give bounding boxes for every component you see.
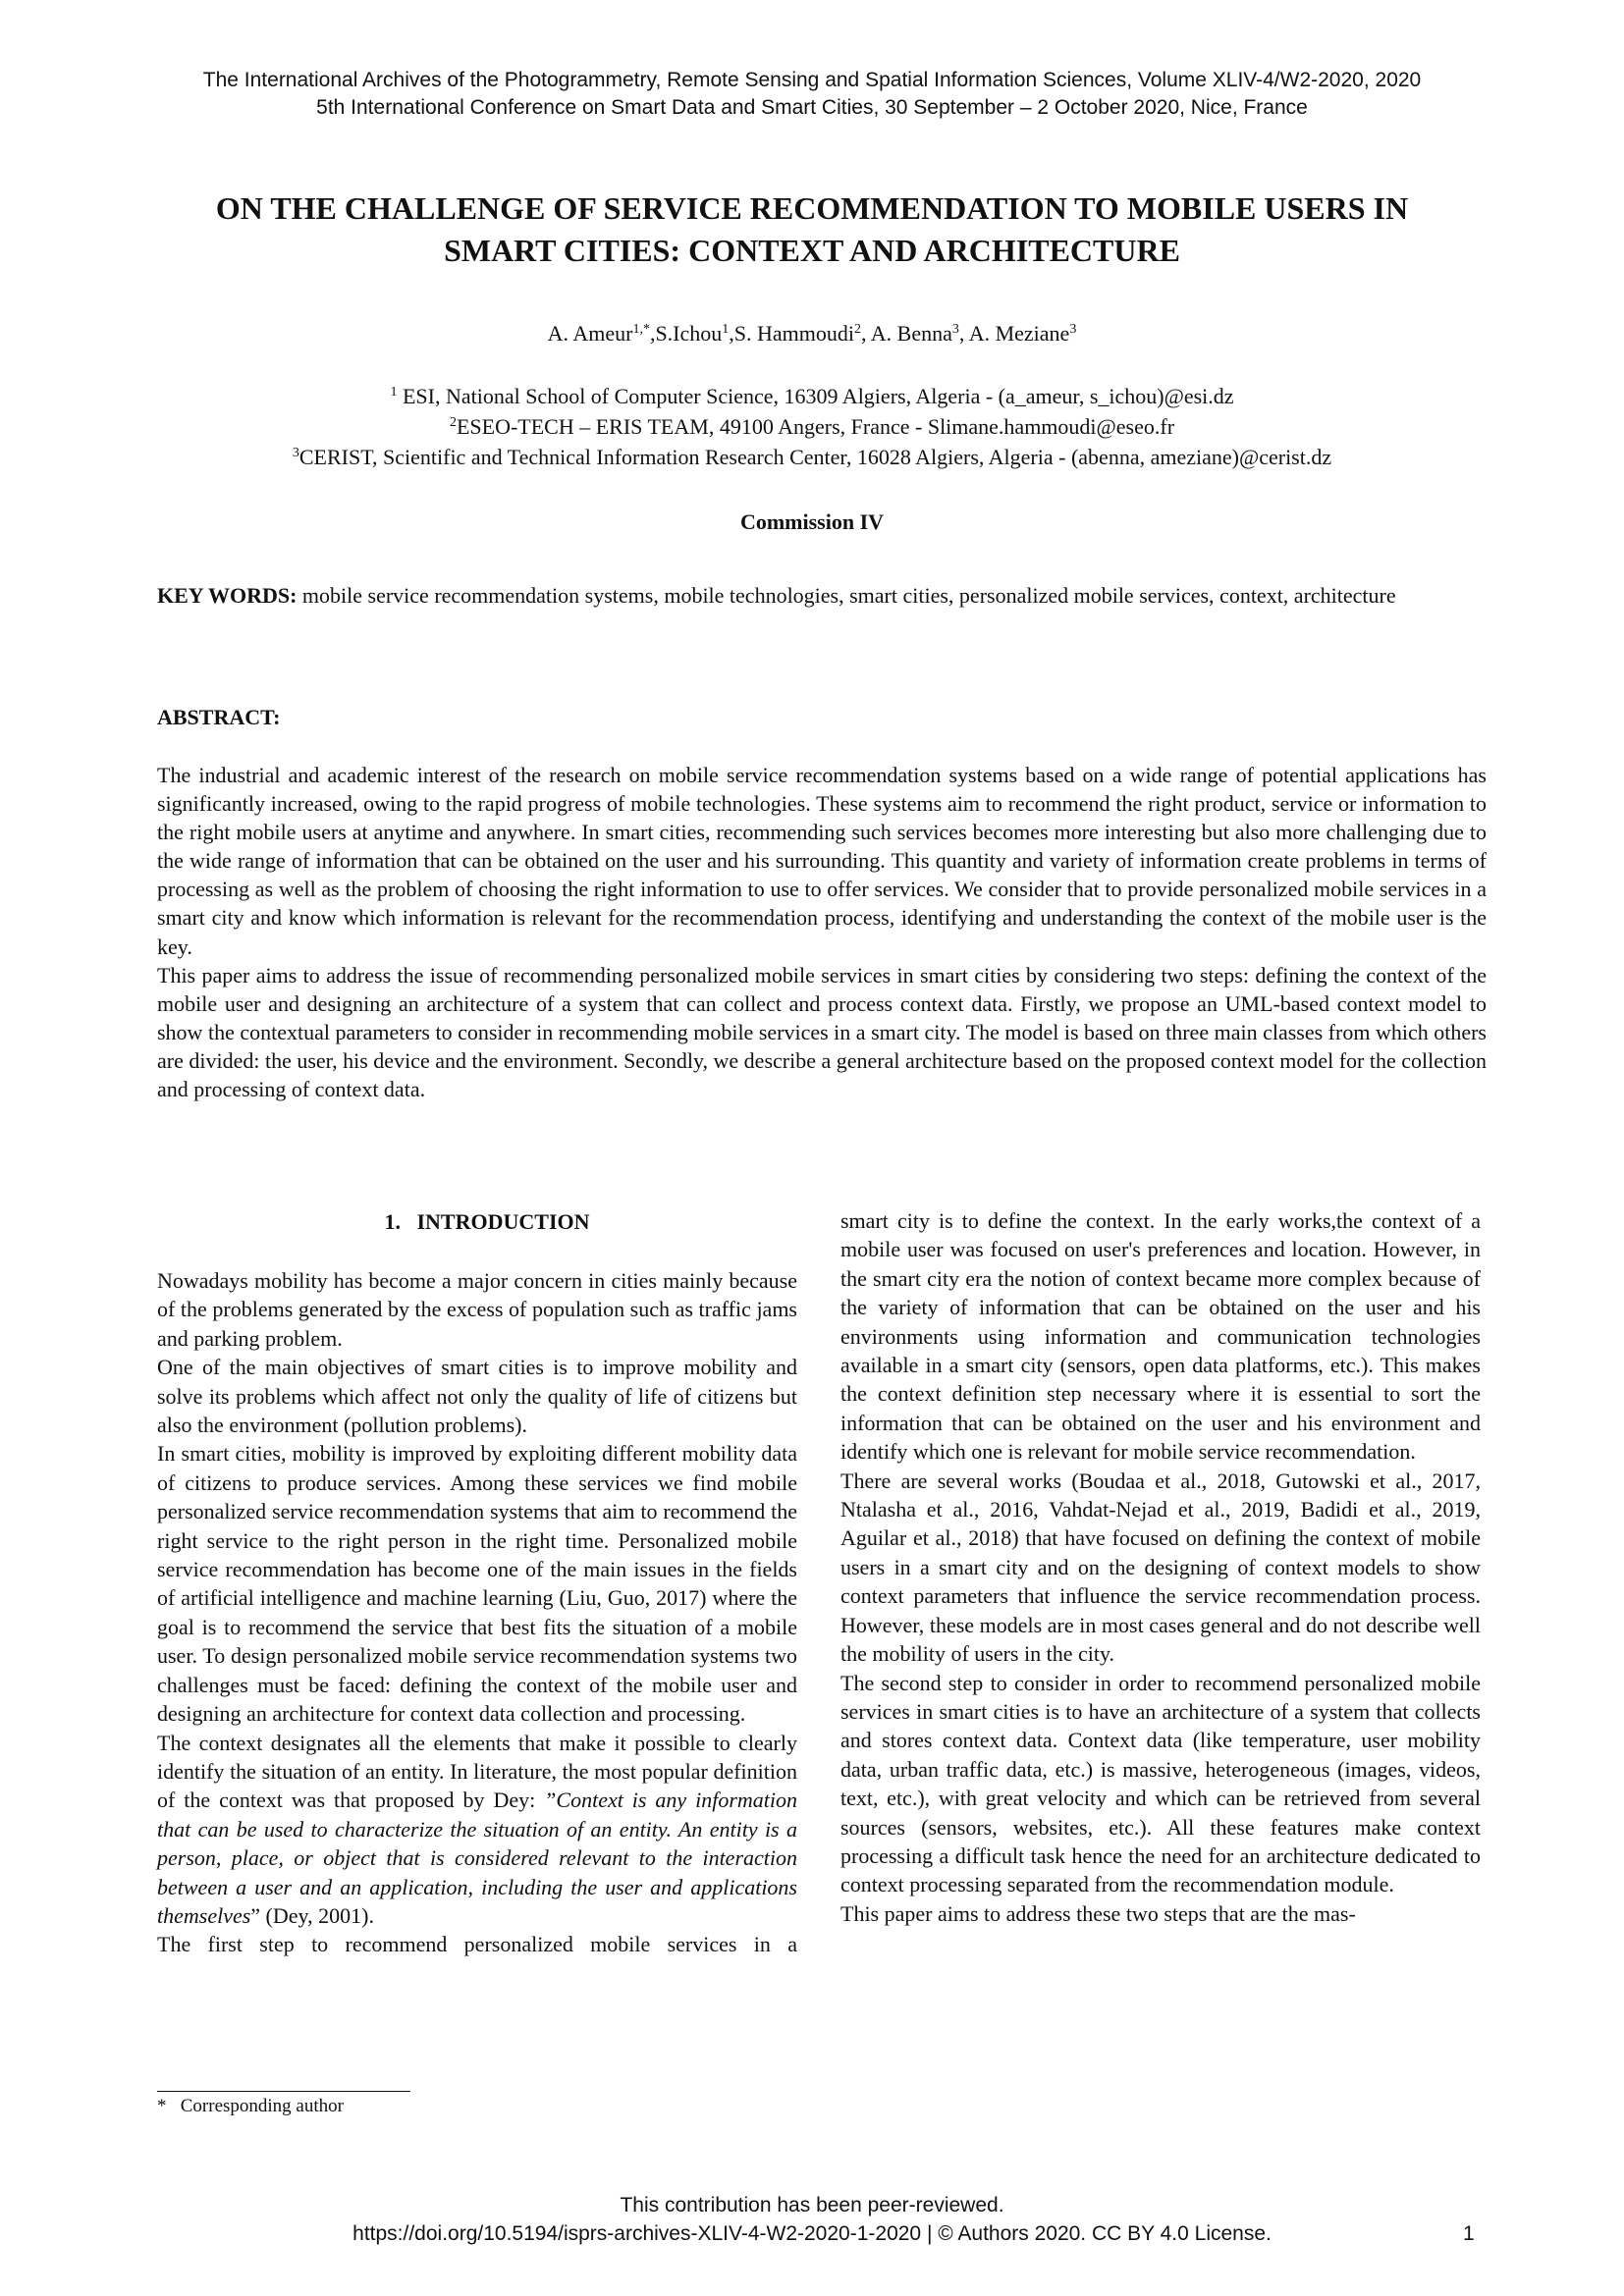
keywords-label: KEY WORDS:: [157, 583, 298, 608]
body-paragraph: In smart cities, mobility is improved by exploiting different mobility data of citizens to produce services. Among these services we find mobile personalized service recommendation systems that aim to recommend the right service to the right person in the right time. Personalized mobile service recommendation has become one of the main issues in the fields of artificial intelligence and machine learning (Liu, Guo, 2017) where the goal is to recommend the service that best fits the situation of a mobile user. To design personalized mobile service recommendation systems two challenges must be faced: defining the context of the mobile user and designing an architecture for context data collection and processing.: [157, 1441, 797, 1727]
footnote-rule: [157, 2091, 410, 2092]
conference-line: 5th International Conference on Smart Data and Smart Cities, 30 September – 2 October 2020, Nice, France: [316, 96, 1308, 119]
keywords-text: mobile service recommendation systems, mobile technologies, smart cities, personalized mobile services, context, architecture: [297, 583, 1396, 608]
body-paragraph-continued: smart city is to define the context. In the early works,the context of a mobile user was focused on user's preferences and location. However, in the smart city era the notion of context became more complex because of the variety of information that can be obtained on the user and his environments using information and communication technologies available in a smart city (sensors, open data platforms, etc.). This makes the context definition step necessary where it is essential to sort the information that can be obtained on the user and his environment and identify which one is relevant for mobile service recommendation.: [840, 1208, 1481, 1465]
abstract-heading: ABSTRACT:: [157, 705, 281, 729]
affiliation: $^2$ESEO-TECH – ERIS TEAM, 49100 Angers, France - Slimane.hammoudi@eseo.fr: [449, 414, 1175, 439]
title-line-1: ON THE CHALLENGE OF SERVICE RECOMMENDATION TO MOBILE USERS IN: [215, 190, 1409, 226]
right-column: [840, 1206, 1481, 1928]
affiliation: $^1$ ESI, National School of Computer Science, 16309 Algiers, Algeria - (a_ameur, s_ichou)@esi.dz: [390, 384, 1234, 408]
body-paragraph: There are several works (Boudaa et al., 2018, Gutowski et al., 2017, Ntalasha et al., 2016, Vahdat-Nejad et al., 2019, Badidi et al., 2019, Aguilar et al., 2018) that have focused on defining the context of mobile users in a smart city and on the designing of context models to show context parameters that influence the service recommendation process. However, these models are in most cases general and do not describe well the mobility of users in the city.: [840, 1468, 1481, 1667]
author: A. Meziane$^3$: [968, 321, 1077, 346]
paper-title: [137, 187, 1487, 272]
peer-review-note: This contribution has been peer-reviewed.: [620, 2194, 1004, 2216]
title-line-2: SMART CITIES: CONTEXT AND ARCHITECTURE: [444, 233, 1180, 268]
body-paragraph: This paper aims to address these two steps that are the mas-: [840, 1900, 1356, 1926]
affiliation-list: [0, 381, 1624, 472]
footnote: * Corresponding author: [157, 2096, 344, 2116]
dey-quote: ”Context is any information that can be used to characterize the situation of an entity. An entity is a person, place, or object that is considered relevant to the interaction between a user and an application, including the user and applications themselves: [157, 1788, 798, 1928]
author: A. Ameur$^{1,*}$,: [547, 321, 656, 346]
abstract-body: [157, 761, 1487, 1103]
body-paragraph: The context designates all the elements that make it possible to clearly identify the situation of an entity. In literature, the most popular definition of the context was that proposed by Dey: ”Context is any information that can be used to characterize the situation of an entity. An entity is a person, place, or object that is considered relevant to the interaction between a user and an application, including the user and applications themselves” (Dey, 2001).: [157, 1730, 798, 1928]
affiliation: $^3$CERIST, Scientific and Technical Information Research Center, 16028 Algiers, Algeria - (abenna, ameziane)@cerist.dz: [292, 445, 1332, 469]
author-list: [0, 319, 1624, 348]
page-number: 1: [1463, 2222, 1475, 2245]
author: S.Ichou$^1$,: [655, 321, 734, 346]
body-paragraph: The second step to consider in order to recommend personalized mobile services in smart cities is to have an architecture of a system that collects and stores context data. Context data (like temperature, user mobility data, urban traffic data, etc.) is massive, heterogeneous (images, videos, text, etc.), with great velocity and which can be retrieved from several sources (sensors, websites, etc.). All these features make context processing a difficult task hence the need for an architecture dedicated to context processing separated from the recommendation module.: [840, 1670, 1481, 1897]
body-paragraph: One of the main objectives of smart cities is to improve mobility and solve its problems which affect not only the quality of life of citizens but also the environment (pollution problems).: [157, 1355, 797, 1438]
keywords: [157, 581, 1487, 610]
journal-line: The International Archives of the Photogrammetry, Remote Sensing and Spatial Information Sciences, Volume XLIV-4/W2-2020, 2020: [202, 69, 1422, 91]
commission-label: Commission IV: [739, 509, 885, 534]
author: A. Benna$^3$,: [870, 321, 969, 346]
body-paragraph: Nowadays mobility has become a major concern in cities mainly because of the problems generated by the excess of population such as traffic jams and parking problem.: [157, 1268, 797, 1351]
abstract-paragraph: The industrial and academic interest of the research on mobile service recommendation systems based on a wide range of potential applications has significantly increased, owing to the rapid progress of mobile technologies. These systems aim to recommend the right product, service or information to the right mobile users at anytime and anywhere. In smart cities, recommending such services becomes more interesting but also more challenging due to the wide range of information that can be obtained on the user and his surrounding. This quantity and variety of information create problems in terms of processing as well as the problem of choosing the right information to use to offer services. We consider that to provide personalized mobile services in a smart city and know which information is relevant for the recommendation process, identifying and understanding the context of the mobile user is the key.: [157, 763, 1487, 959]
abstract-paragraph: This paper aims to address the issue of recommending personalized mobile services in smart cities by considering two steps: defining the context of the mobile user and designing an architecture of a system that can collect and process context data. Firstly, we propose an UML-based context model to show the contextual parameters to consider in recommending mobile services in a smart city. The model is based on three main classes from which others are divided: the user, his device and the environment. Secondly, we describe a general architecture based on the proposed context model for the collection and processing of context data.: [157, 962, 1487, 1102]
section-heading: 1. INTRODUCTION: [384, 1209, 590, 1234]
left-column: [157, 1207, 797, 1959]
running-header: [0, 67, 1624, 122]
doi-license-line[interactable]: https://doi.org/10.5194/isprs-archives-XLIV-4-W2-2020-1-2020 | © Authors 2020. CC BY 4.0 License.: [352, 2222, 1272, 2245]
body-paragraph: The first step to recommend personalized mobile services in a: [157, 1932, 797, 1957]
author: S. Hammoudi$^2$,: [733, 321, 871, 346]
